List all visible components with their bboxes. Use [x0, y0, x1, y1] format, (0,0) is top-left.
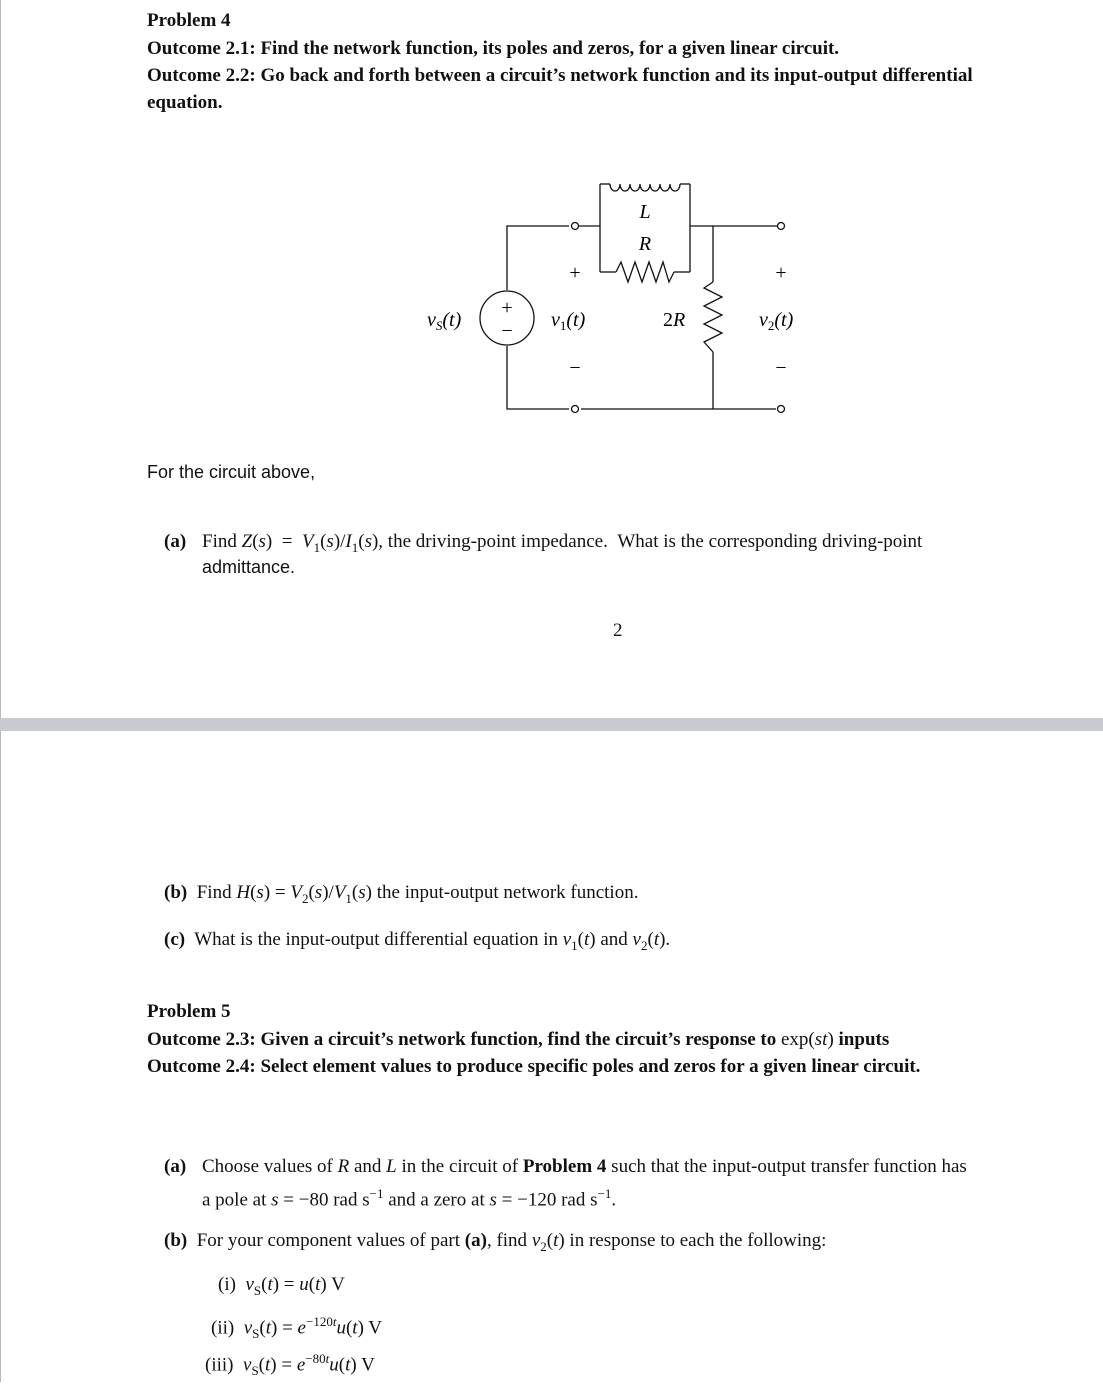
source-plus-sign: +	[501, 297, 513, 319]
outcome-2-1: Outcome 2.1: Find the network function, its poles and zeros, for a given linear circuit.	[147, 38, 840, 59]
problem5-title: Problem 5	[147, 1001, 231, 1022]
problem5-part-a-line2: a pole at s = −80 rad $s^{-1}$ and a zero at s = −120 rad $s^{-1}$.	[202, 1186, 617, 1211]
problem5-part-a-label: (a)	[164, 1156, 187, 1177]
problem4-part-a-line2: admittance.	[202, 557, 296, 577]
problem4-part-a-line1: Find $Z(s) = V_1(s)/I_1(s)$, the driving-point impedance. What is the corresponding driving-point	[202, 531, 923, 555]
v1-label: $v_1(t)$	[551, 309, 586, 333]
outcome-2-2-line1: Outcome 2.2: Go back and forth between a circuit’s network function and its input-output differential	[147, 65, 973, 86]
problem4-part-a-label: (a)	[164, 531, 187, 552]
v2-label: $v_2(t)$	[759, 309, 794, 333]
inductor-coil	[610, 184, 680, 191]
problem4-title: Problem 4	[147, 10, 231, 31]
inductor-label: L	[639, 201, 651, 223]
v1-minus: −	[569, 357, 581, 379]
resistor-2r-label: 2R	[663, 309, 686, 331]
intro-text: For the circuit above,	[147, 462, 316, 482]
v2-plus: +	[775, 262, 787, 284]
v1-plus: +	[569, 262, 581, 284]
v2-minus: −	[775, 357, 787, 379]
list-item-iii: (iii) $v_S(t) = e^{-80t}u(t)$ V	[205, 1351, 375, 1379]
resistor-2r-zigzag	[704, 282, 722, 352]
page-bottom	[0, 731, 1103, 1382]
outcome-2-4: Outcome 2.4: Select element values to produce specific poles and zeros for a given linear circuit.	[147, 1056, 921, 1077]
page-number: 2	[613, 620, 623, 641]
source-minus-sign: −	[501, 320, 513, 342]
circuit-diagram	[1, 0, 1101, 440]
list-item-i: (i) $v_S(t) = u(t)$ V	[218, 1274, 345, 1298]
problem4-part-b: (b) Find $H(s) = V_2(s)/V_1(s)$ the input-output network function.	[164, 882, 639, 906]
resistor-r-zigzag	[616, 262, 674, 282]
source-label: $v_S(t)$	[427, 309, 462, 333]
problem4-part-c: (c) What is the input-output differential equation in $v_1(t)$ and $v_2(t)$.	[164, 929, 671, 953]
resistor-r-label: R	[638, 233, 652, 255]
page-gap	[0, 718, 1103, 731]
outcome-2-3: Outcome 2.3: Given a circuit’s network function, find the circuit’s response to exp(st) inputs	[147, 1029, 890, 1050]
list-item-ii: (ii) $v_S(t) = e^{-120t}u(t)$ V	[211, 1314, 383, 1342]
problem5-part-b: (b) For your component values of part (a), find $v_2(t)$ in response to each the following:	[164, 1230, 827, 1254]
problem5-part-a-line1: Choose values of R and L in the circuit of Problem 4 such that the input-output transfer function has	[202, 1156, 967, 1177]
outcome-2-2-line2: equation.	[147, 92, 223, 113]
